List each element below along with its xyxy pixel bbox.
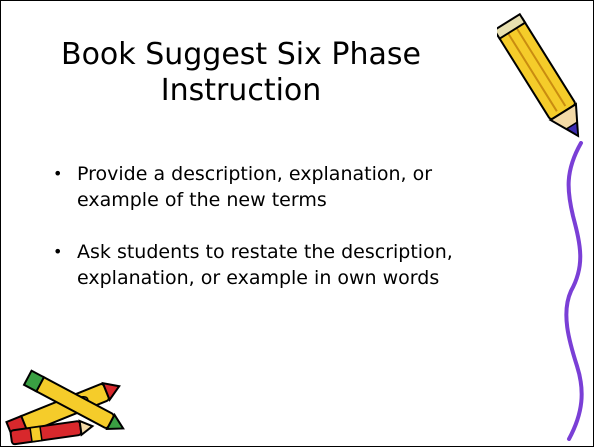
crayons-icon (1, 363, 141, 447)
slide-title: Book Suggest Six Phase Instruction (61, 37, 421, 108)
pencil-icon (497, 9, 593, 153)
bullet-list (53, 161, 453, 291)
bullet-item: • Ask students to restate the description, explanation, or example in own words (53, 239, 453, 291)
wavy-line-decoration (561, 141, 593, 441)
bullet-item: • Provide a description, explanation, or example of the new terms (53, 161, 453, 213)
